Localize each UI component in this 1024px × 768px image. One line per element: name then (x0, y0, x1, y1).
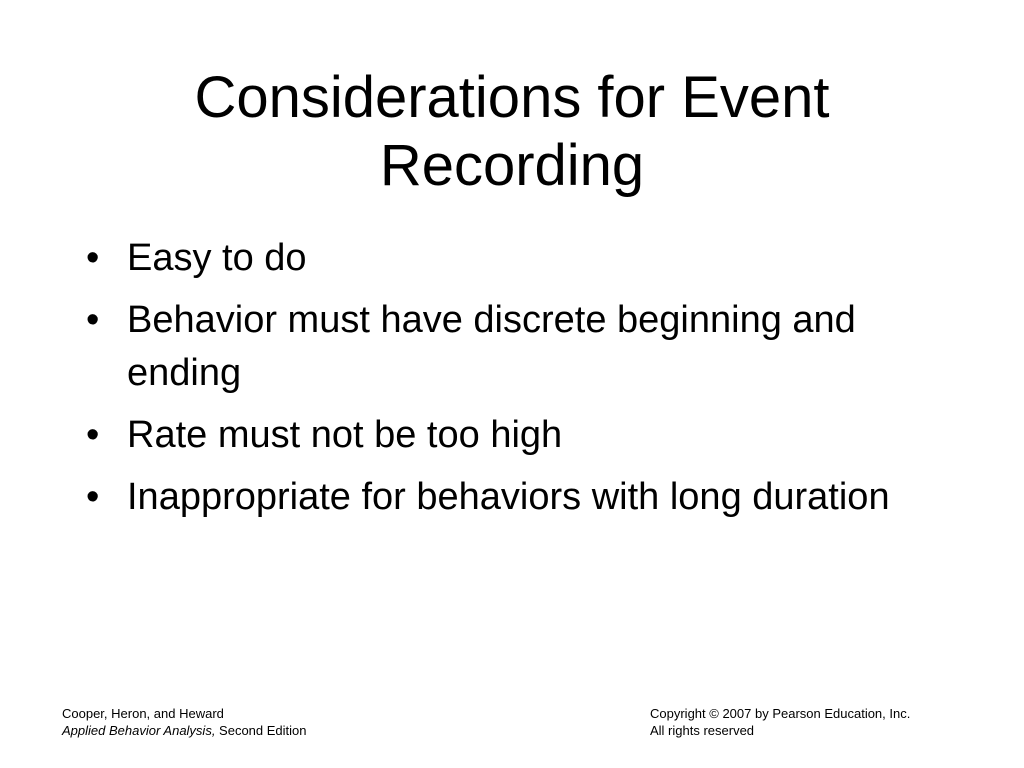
bullet-item (86, 294, 936, 400)
footer-book-line (62, 722, 307, 739)
bullet-dot-icon: • (86, 237, 100, 279)
footer-rights: All rights reserved (650, 723, 755, 738)
bullet-dot-icon: • (86, 414, 100, 456)
bullet-text: Easy to do (127, 237, 307, 279)
slide-title (0, 64, 1024, 200)
footer-book-title: Applied Behavior Analysis, (62, 723, 216, 738)
footer-edition: Second Edition (215, 723, 307, 738)
footer-left (62, 705, 307, 739)
slide-title-line-1: Considerations for Event (194, 65, 830, 130)
bullet-dot-icon: • (86, 299, 100, 341)
bullet-text: Inappropriate for behaviors with long duration (127, 476, 890, 518)
bullet-list (86, 232, 936, 533)
bullet-item (86, 471, 936, 524)
bullet-text: Behavior must have discrete beginning and ending (127, 299, 856, 394)
footer-copyright: Copyright © 2007 by Pearson Education, Inc. (650, 706, 911, 721)
footer-authors: Cooper, Heron, and Heward (62, 706, 224, 721)
slide-title-line-2: Recording (379, 133, 645, 198)
bullet-item (86, 232, 936, 285)
bullet-text: Rate must not be too high (127, 414, 563, 456)
footer-right (650, 705, 910, 739)
bullet-dot-icon: • (86, 476, 100, 518)
bullet-item (86, 409, 936, 462)
